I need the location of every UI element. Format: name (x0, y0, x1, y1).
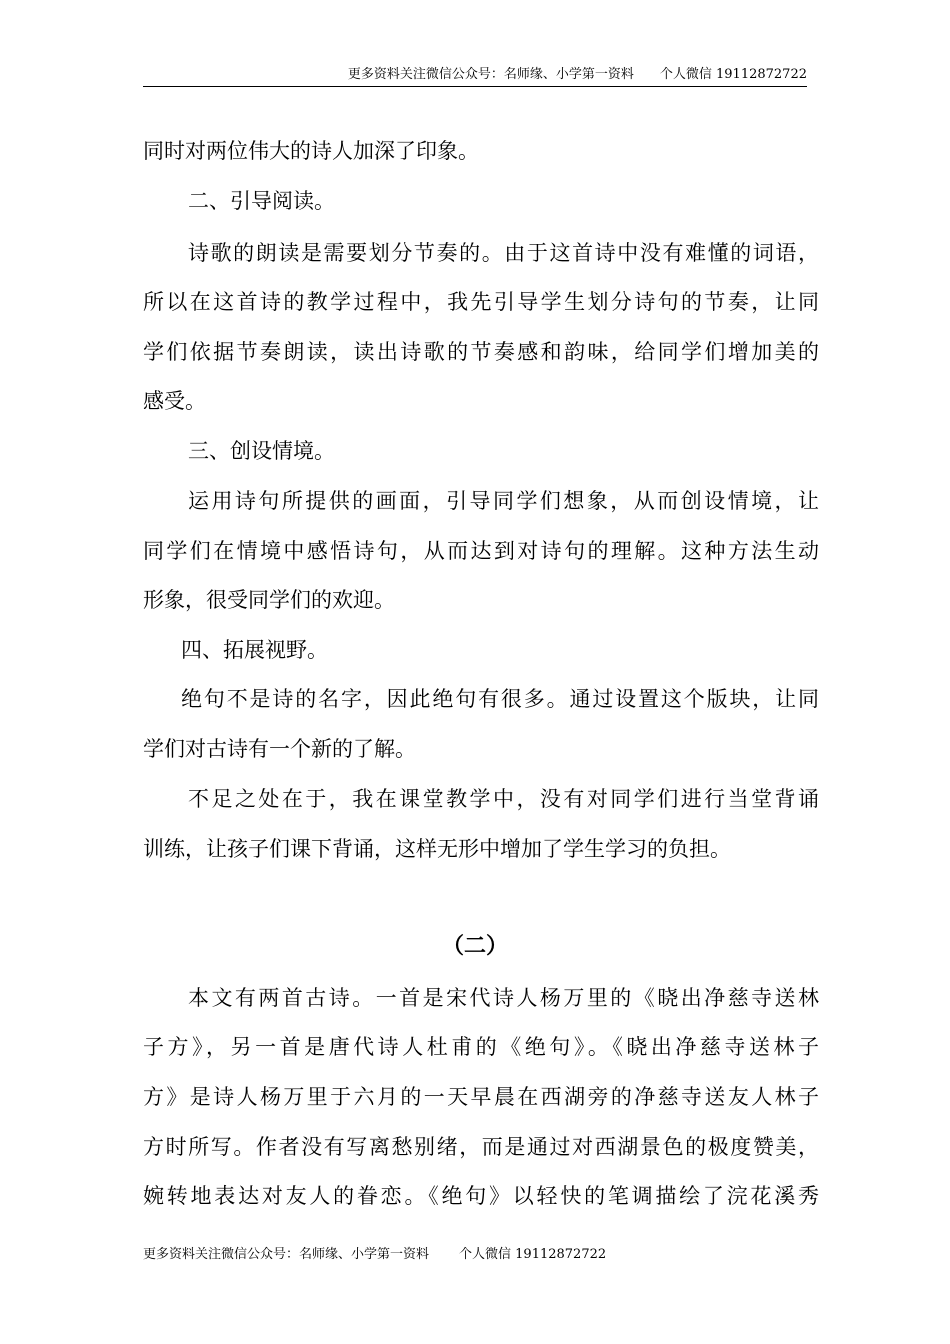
paragraph-line: 学们对古诗有一个新的了解。 (143, 737, 416, 761)
paragraph-line: 同时对两位伟大的诗人加深了印象。 (143, 139, 479, 163)
heading-expand-horizon: 四、拓展视野。 (181, 638, 328, 662)
heading-guided-reading: 二、引导阅读。 (188, 189, 335, 213)
paragraph-line: 婉转地表达对友人的眷恋。《绝句》以轻快的笔调描绘了浣花溪秀 (143, 1184, 819, 1208)
paragraph-line: 方时所写。作者没有写离愁别绪，而是通过对西湖景色的极度赞美， (143, 1135, 819, 1159)
header-text: 更多资料关注微信公众号：名师缘、小学第一资料 (347, 67, 634, 82)
paragraph-line: 感受。 (143, 389, 206, 413)
paragraph-line: 运用诗句所提供的画面，引导同学们想象，从而创设情境，让 (188, 489, 819, 513)
footer-wechat: 个人微信 19112872722 (459, 1247, 607, 1262)
heading-create-scene: 三、创设情境。 (188, 439, 335, 463)
paragraph-line: 诗歌的朗读是需要划分节奏的。由于这首诗中没有难懂的词语， (188, 241, 819, 265)
paragraph-line: 训练，让孩子们课下背诵，这样无形中增加了学生学习的负担。 (143, 837, 731, 861)
paragraph-line: 方》是诗人杨万里于六月的一天早晨在西湖旁的净慈寺送友人林子 (143, 1085, 819, 1109)
page-header (143, 64, 807, 87)
footer-text: 更多资料关注微信公众号：名师缘、小学第一资料 (143, 1247, 430, 1262)
paragraph-line: 形象，很受同学们的欢迎。 (143, 588, 395, 612)
paragraph-line: 同学们在情境中感悟诗句，从而达到对诗句的理解。这种方法生动 (143, 539, 819, 563)
header-wechat: 个人微信 19112872722 (659, 67, 807, 82)
paragraph-line: 不足之处在于，我在课堂教学中，没有对同学们进行当堂背诵 (188, 787, 819, 811)
paragraph-line: 本文有两首古诗。一首是宋代诗人杨万里的《晓出净慈寺送林 (188, 986, 819, 1010)
paragraph-line: 所以在这首诗的教学过程中，我先引导学生划分诗句的节奏，让同 (143, 290, 819, 314)
paragraph-line: 学们依据节奏朗读，读出诗歌的节奏感和韵味，给同学们增加美的 (143, 340, 819, 364)
page-footer (143, 1245, 606, 1265)
section-title: （二） (441, 933, 508, 959)
paragraph-line: 子方》，另一首是唐代诗人杜甫的《绝句》。《晓出净慈寺送林子 (143, 1035, 819, 1059)
paragraph-line: 绝句不是诗的名字，因此绝句有很多。通过设置这个版块，让同 (181, 687, 819, 711)
